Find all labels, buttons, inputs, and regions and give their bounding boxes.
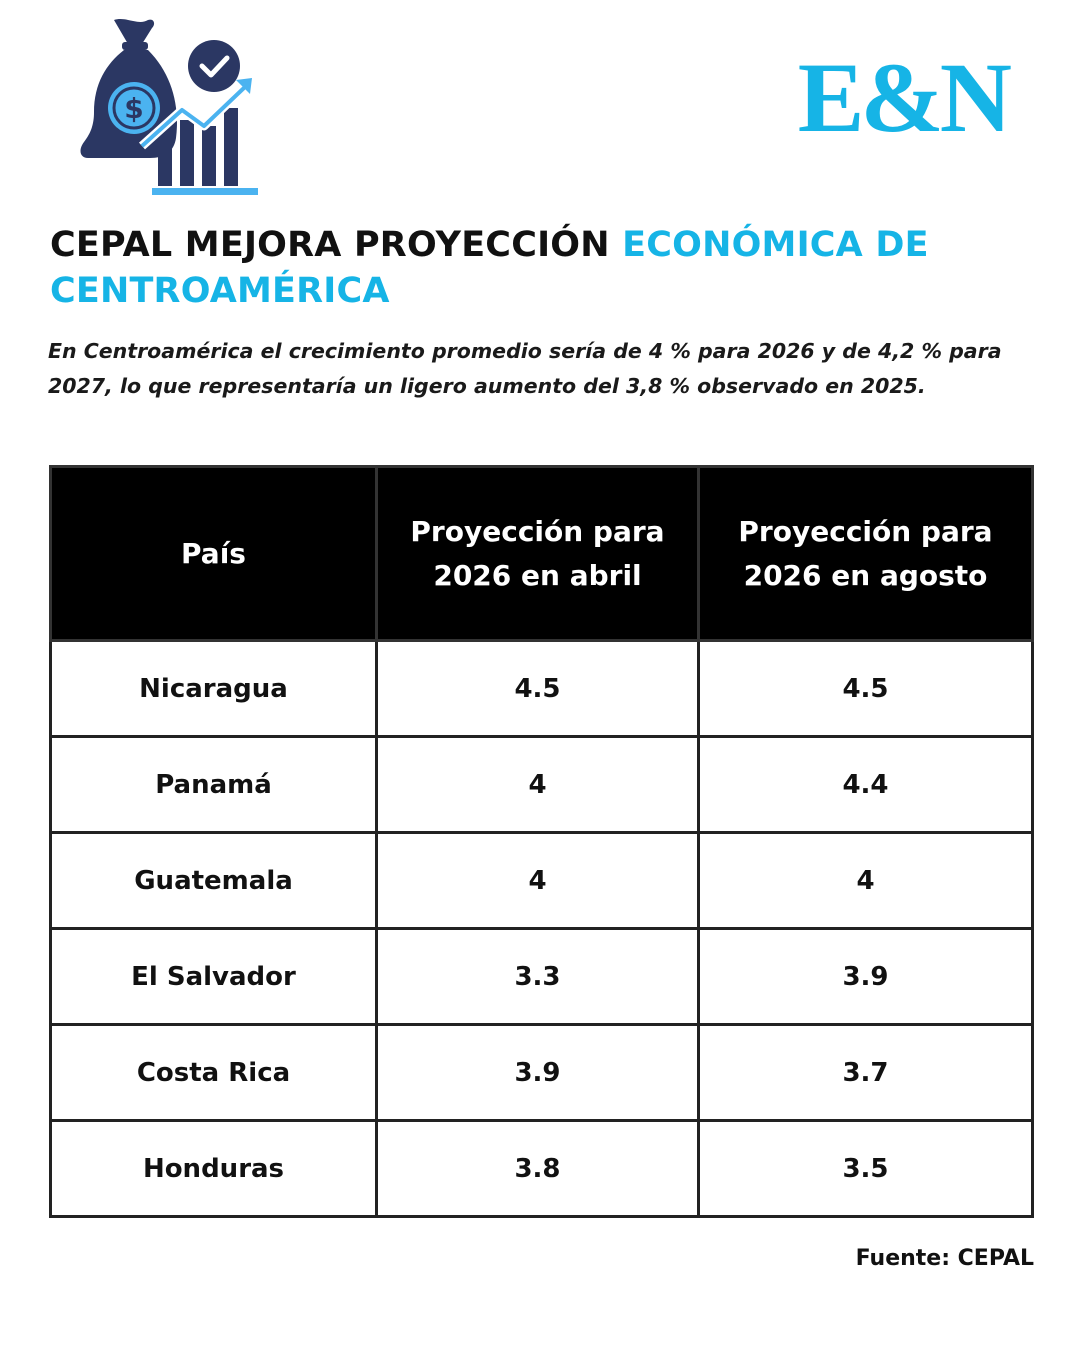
agosto-value-cell: 3.7 bbox=[699, 1025, 1033, 1121]
agosto-value-cell: 4 bbox=[699, 833, 1033, 929]
abril-value-cell: 3.9 bbox=[377, 1025, 699, 1121]
money-bag-growth-chart-icon bbox=[76, 14, 276, 199]
table-header-row bbox=[51, 467, 1033, 641]
header-pais: País bbox=[51, 467, 377, 641]
table-row bbox=[51, 929, 1033, 1025]
brand-logo: E&N bbox=[797, 42, 1008, 153]
agosto-value-cell: 3.5 bbox=[699, 1121, 1033, 1217]
country-cell: Panamá bbox=[51, 737, 377, 833]
page-title bbox=[50, 222, 1010, 314]
abril-value-cell: 3.3 bbox=[377, 929, 699, 1025]
headline-dark-part: CEPAL MEJORA PROYECCIÓN bbox=[50, 225, 623, 265]
country-cell: Nicaragua bbox=[51, 641, 377, 737]
agosto-value-cell: 3.9 bbox=[699, 929, 1033, 1025]
table-row bbox=[51, 1025, 1033, 1121]
table-row bbox=[51, 833, 1033, 929]
source-note: Fuente: CEPAL bbox=[855, 1246, 1034, 1271]
country-cell: Guatemala bbox=[51, 833, 377, 929]
table-row bbox=[51, 737, 1033, 833]
table-row bbox=[51, 1121, 1033, 1217]
svg-text:$: $ bbox=[124, 92, 144, 125]
abril-value-cell: 4 bbox=[377, 737, 699, 833]
abril-value-cell: 4.5 bbox=[377, 641, 699, 737]
abril-value-cell: 3.8 bbox=[377, 1121, 699, 1217]
table-row bbox=[51, 641, 1033, 737]
agosto-value-cell: 4.5 bbox=[699, 641, 1033, 737]
subtitle: En Centroamérica el crecimiento promedio sería de 4 % para 2026 y de 4,2 % para 2027, lo que representaría un ligero aumento del 3,8 % observado en 2025. bbox=[48, 339, 1002, 398]
header-agosto: Proyección para 2026 en agosto bbox=[699, 467, 1033, 641]
country-cell: El Salvador bbox=[51, 929, 377, 1025]
headline-accent-part: ECONÓMICA DE CENTROAMÉRICA bbox=[50, 225, 929, 311]
country-cell: Costa Rica bbox=[51, 1025, 377, 1121]
abril-value-cell: 4 bbox=[377, 833, 699, 929]
agosto-value-cell: 4.4 bbox=[699, 737, 1033, 833]
country-cell: Honduras bbox=[51, 1121, 377, 1217]
header-abril: Proyección para 2026 en abril bbox=[377, 467, 699, 641]
projection-table bbox=[49, 465, 1034, 1218]
